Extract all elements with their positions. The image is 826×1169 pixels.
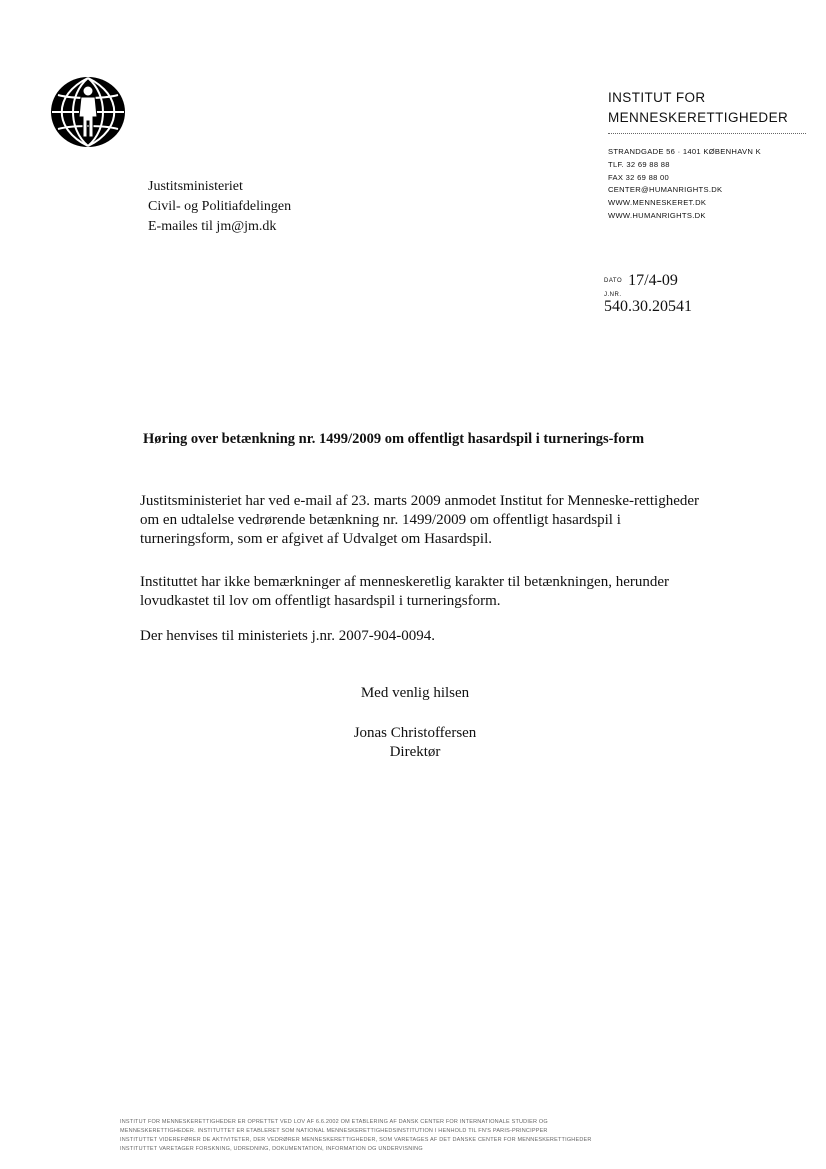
institute-address: STRANDGADE 56 · 1401 KØBENHAVN K xyxy=(608,147,761,156)
signature-block xyxy=(330,724,500,762)
institute-name-line2: MENNESKERETTIGHEDER xyxy=(608,110,789,125)
body-paragraph-2: Instituttet har ikke bemærkninger af menneskeretlig karakter til betænkningen, herunder lovudkastet til lov om offentligt hasardspil i turneringsform. xyxy=(140,574,669,609)
subject-heading: Høring over betænkning nr. 1499/2009 om offentligt hasardspil i turnerings-form xyxy=(143,431,645,447)
institute-name-line1: INSTITUT FOR xyxy=(608,90,706,105)
footer-text xyxy=(120,1118,600,1154)
date-label: DATO xyxy=(604,278,623,285)
letterhead-divider xyxy=(608,133,806,134)
recipient-block xyxy=(148,177,291,237)
letterhead xyxy=(608,88,808,223)
globe-person-logo-icon xyxy=(48,75,128,149)
institute-fax: FAX 32 69 88 00 xyxy=(608,172,670,182)
journal-number-label: J.NR. xyxy=(604,292,622,298)
institute-email: CENTER@HUMANRIGHTS.DK xyxy=(608,185,723,195)
footer-line3: INSTITUTTET VIDEREFØRER DE AKTIVITETER, DER VEDRØRER MENNESKERETTIGHEDER, SOM VARETAGES AF DET DANSKE CENTER FOR MENNESKERETTIGHEDER xyxy=(120,1137,592,1143)
body-paragraph-3: Der henvises til ministeriets j.nr. 2007-904-0094. xyxy=(140,628,435,644)
reference-block xyxy=(604,272,692,316)
footer-line4: INSTITUTTET VARETAGER FORSKNING, UDREDNING, DOKUMENTATION, INFORMATION OG UNDERVISNING xyxy=(120,1146,423,1152)
date-value: 17/4-09 xyxy=(628,272,678,289)
footer-line2: MENNESKERETTIGHEDER. INSTITUTTET ER ETABLERET SOM NATIONAL MENNESKERETTIGHEDSINSTITUTION I HENHOLD TIL FN'S PARIS-PRINCIPPER xyxy=(120,1128,548,1134)
institute-phone: TLF. 32 69 88 88 xyxy=(608,159,670,169)
institute-name xyxy=(608,88,808,128)
signer-name: Jonas Christoffersen xyxy=(353,725,477,741)
recipient-line1: Justitsministeriet xyxy=(148,179,243,194)
recipient-line3: E-mailes til jm@jm.dk xyxy=(148,219,277,234)
institute-logo xyxy=(48,75,128,149)
body-paragraph-1: Justitsministeriet har ved e-mail af 23. marts 2009 anmodet Institut for Menneske-rettigheder om en udtalelse vedrørende betænkning nr. 1499/2009 om offentligt hasardspil i turneringsform, som er afgivet af Udvalget om Hasardspil. xyxy=(140,493,700,547)
signer-title: Direktør xyxy=(389,744,441,760)
recipient-line2: Civil- og Politiafdelingen xyxy=(148,199,292,214)
closing-salutation: Med venlig hilsen xyxy=(360,685,470,701)
institute-website-2: WWW.HUMANRIGHTS.DK xyxy=(608,210,706,220)
institute-website-1: WWW.MENNESKERET.DK xyxy=(608,198,707,208)
journal-number-value: 540.30.20541 xyxy=(604,298,692,315)
footer-line1: INSTITUT FOR MENNESKERETTIGHEDER ER OPRETTET VED LOV AF 6.6.2002 OM ETABLERING AF DANSK CENTER FOR INTERNATIONALE STUDIER OG xyxy=(120,1119,548,1125)
